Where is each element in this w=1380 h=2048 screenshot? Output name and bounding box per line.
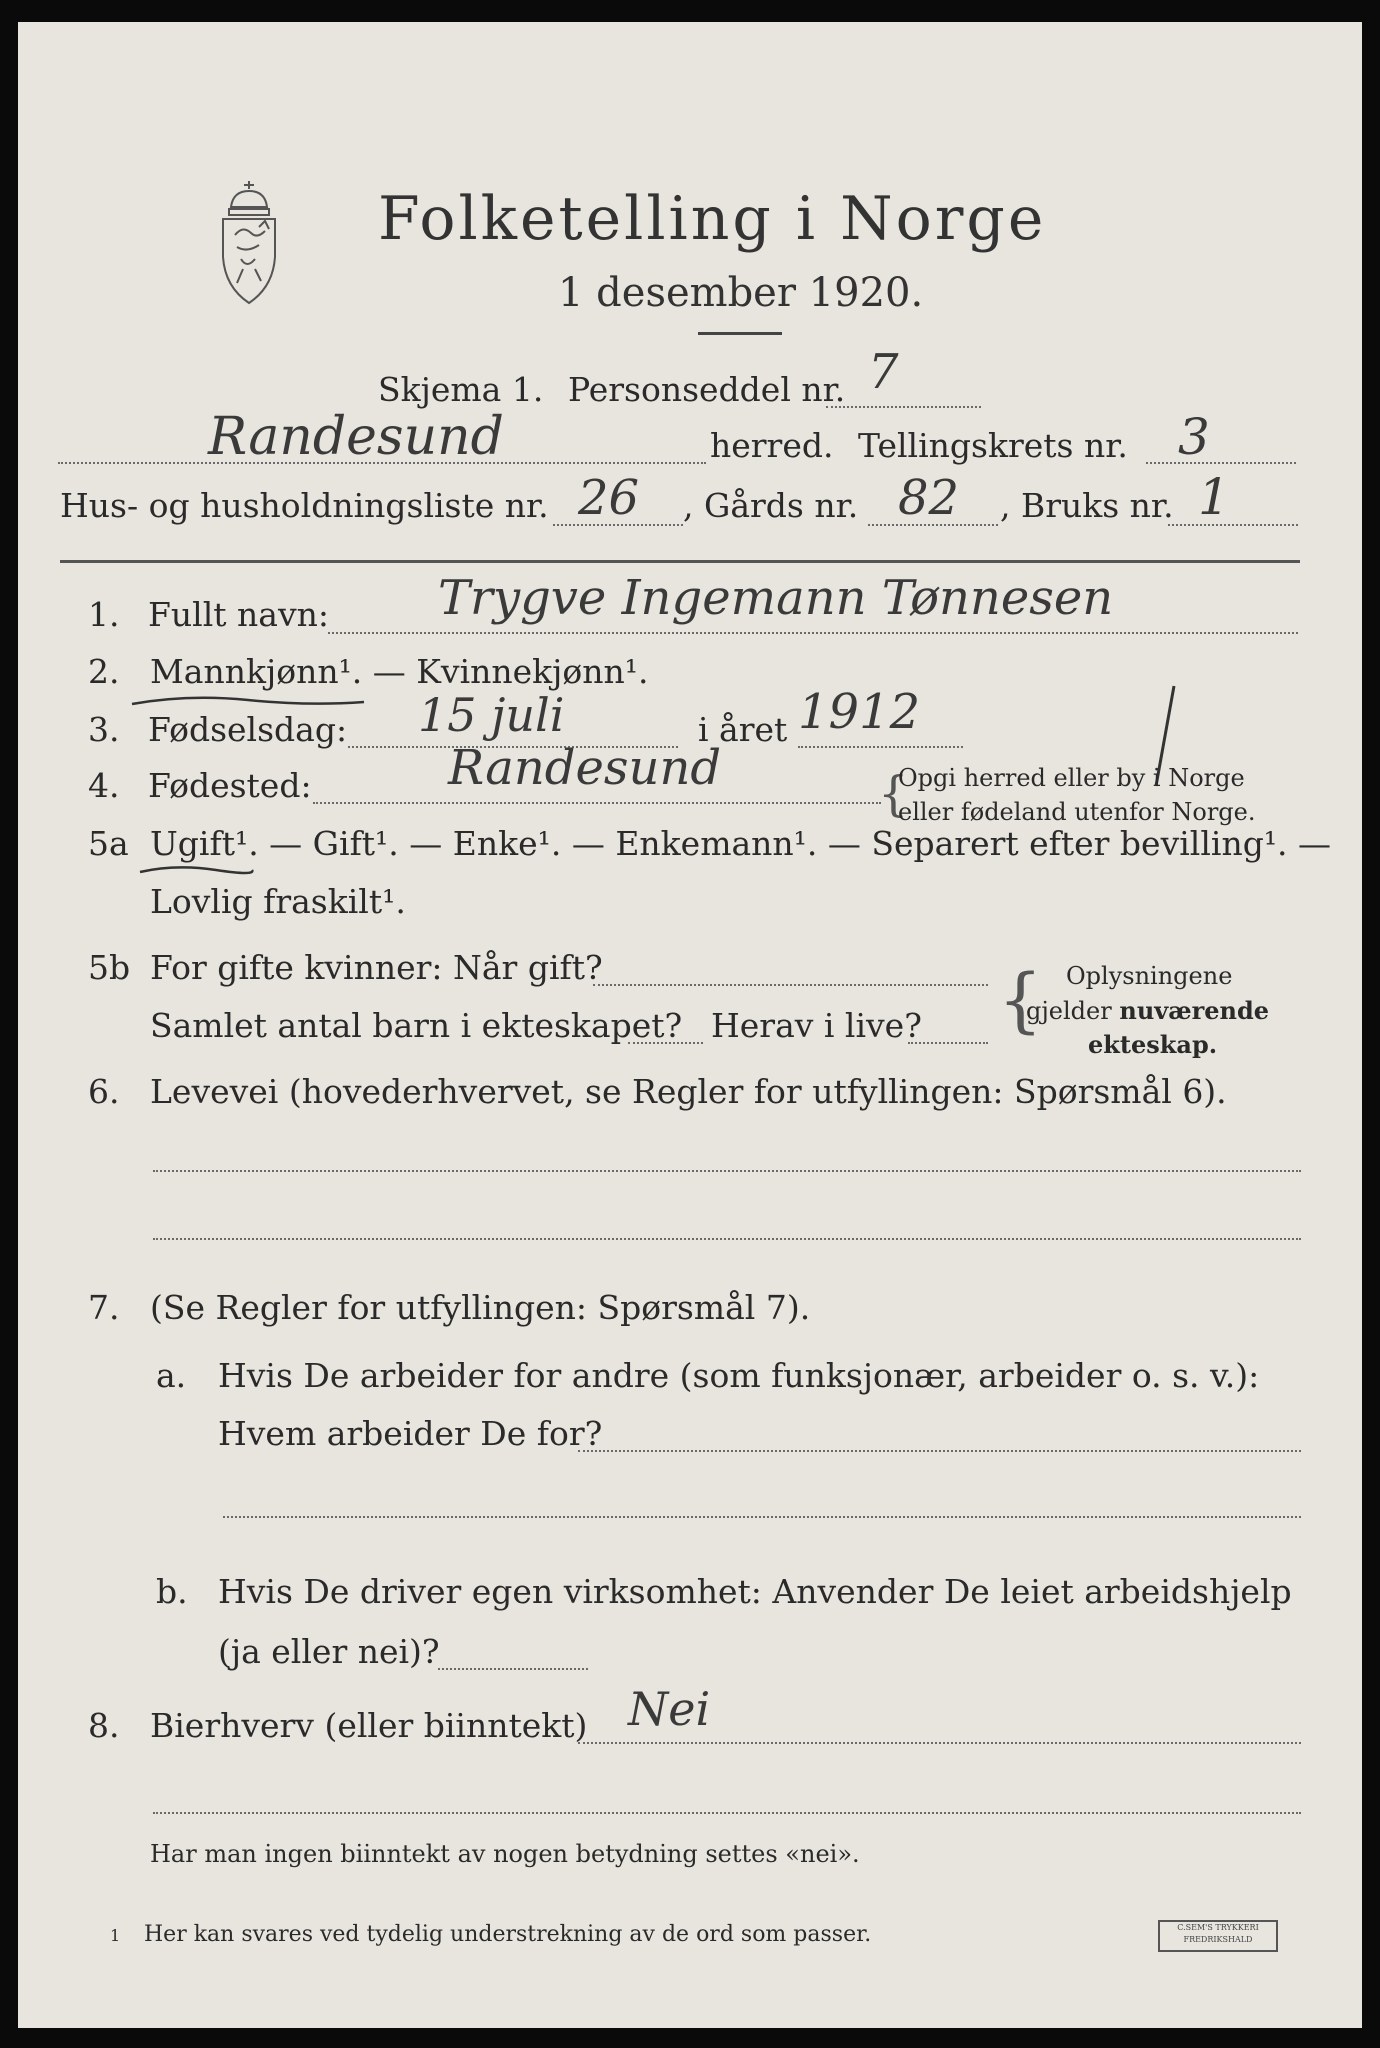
q2-number: 2. <box>88 652 120 691</box>
q4-brace: { <box>878 766 909 822</box>
q4-line <box>313 802 881 804</box>
q8-note: Har man ingen biinntekt av nogen betydning settes «nei». <box>150 1840 860 1868</box>
q7-label: (Se Regler for utfyllingen: Spørsmål 7). <box>150 1288 811 1327</box>
personseddel-line <box>826 406 981 408</box>
q6-line-1 <box>153 1170 1301 1172</box>
q5b-note-1: Oplysningene <box>1066 962 1233 990</box>
q8-number: 8. <box>88 1706 120 1745</box>
sex-separator: — <box>362 652 417 691</box>
q5b-children-line <box>628 1042 703 1044</box>
marital-status-options[interactable] <box>150 824 1331 863</box>
header-divider <box>60 560 1300 563</box>
male-label: Mannkjønn¹. <box>150 652 363 691</box>
q1-line <box>328 632 1298 634</box>
q3-year-label: i året <box>698 710 788 749</box>
q8-line <box>578 1742 1301 1744</box>
herred-label: herred. <box>710 426 834 465</box>
birth-year-value[interactable]: 1912 <box>798 684 921 740</box>
tellingskrets-line <box>1146 462 1296 464</box>
q5b-alive-label: Herav i live? <box>711 1006 922 1045</box>
q5b-brace: { <box>998 959 1043 1041</box>
q5b-note-2a: gjelder <box>1026 997 1112 1025</box>
marital-other-options: — Gift¹. — Enke¹. — Enkemann¹. — Separert efter bevilling¹. — <box>258 824 1332 863</box>
footnote-text: Her kan svares ved tydelig understrekning av de ord som passer. <box>144 1922 872 1947</box>
q5b-number: 5b <box>88 948 131 987</box>
census-form-page <box>18 22 1362 2028</box>
q5b-married-label: For gifte kvinner: Når gift? <box>150 948 603 987</box>
q5b-alive-line <box>908 1042 988 1044</box>
skjema-label: Skjema 1. <box>378 370 544 409</box>
gards-label: , Gårds nr. <box>683 486 859 525</box>
q7b-letter: b. <box>156 1572 188 1611</box>
q3-label: Fødselsdag: <box>148 710 348 749</box>
q6-label: Levevei (hovederhvervet, se Regler for utfyllingen: Spørsmål 6). <box>150 1072 1227 1111</box>
bruks-label: , Bruks nr. <box>1000 486 1174 525</box>
q5b-note-2b: nuværende <box>1119 996 1270 1025</box>
q8-line-2 <box>153 1812 1301 1814</box>
husholdningsliste-label: Hus- og husholdningsliste nr. <box>60 486 549 525</box>
female-label: Kvinnekjønn¹. <box>416 652 649 691</box>
q5b-children-label: Samlet antal barn i ekteskapet? <box>150 1006 683 1045</box>
bierhverv-value[interactable]: Nei <box>628 1682 711 1736</box>
tellingskrets-label: Tellingskrets nr. <box>858 426 1128 465</box>
footnote-number: 1 <box>110 1926 121 1945</box>
q5b-note-2 <box>1026 996 1269 1025</box>
q7a-letter: a. <box>156 1356 187 1395</box>
sex-male-option[interactable] <box>150 652 649 691</box>
printer-stamp <box>1158 1920 1278 1952</box>
census-date: 1 desember 1920. <box>558 270 924 316</box>
ugift-underline-mark <box>136 862 256 882</box>
q7b-label: Hvis De driver egen virksomhet: Anvender De leiet arbeidshjelp <box>218 1572 1292 1611</box>
printer-stamp-line2: FREDRIKSHALD <box>1183 1935 1253 1944</box>
q5b-note-3: ekteskap. <box>1088 1030 1218 1059</box>
tellingskrets-value[interactable]: 3 <box>1178 408 1210 466</box>
q3-number: 3. <box>88 710 120 749</box>
q4-note-2: eller fødeland utenfor Norge. <box>898 798 1256 826</box>
q4-number: 4. <box>88 766 120 805</box>
q6-number: 6. <box>88 1072 120 1111</box>
personseddel-value[interactable]: 7 <box>868 344 899 400</box>
birth-day-value[interactable]: 15 juli <box>418 688 565 742</box>
q7-number: 7. <box>88 1288 120 1327</box>
gards-value[interactable]: 82 <box>898 470 960 526</box>
herred-value[interactable]: Randesund <box>208 407 504 467</box>
printer-stamp-line1: C.SEM'S TRYKKERI <box>1177 1923 1259 1932</box>
title-divider <box>698 332 782 335</box>
q7a-employer-line <box>578 1450 1301 1452</box>
q1-label: Fullt navn: <box>148 595 329 634</box>
q3-year-line <box>798 746 963 748</box>
q6-line-2 <box>153 1238 1301 1240</box>
personseddel-label: Personseddel nr. <box>568 370 846 409</box>
bleed-through-ghost <box>1018 122 1025 147</box>
q7a-label: Hvis De arbeider for andre (som funksjonær, arbeider o. s. v.): <box>218 1356 1260 1395</box>
bruks-value[interactable]: 1 <box>1198 468 1230 526</box>
birthplace-value[interactable]: Randesund <box>448 740 722 796</box>
full-name-value[interactable]: Trygve Ingemann Tønnesen <box>438 570 1114 626</box>
q7a-employer-label: Hvem arbeider De for? <box>218 1414 603 1453</box>
norwegian-coat-of-arms-icon <box>213 177 285 307</box>
ugift-label: Ugift¹. <box>150 824 259 863</box>
q7b-yesno-label: (ja eller nei)? <box>218 1632 440 1671</box>
q5a-number: 5a <box>88 824 129 863</box>
q1-number: 1. <box>88 595 120 634</box>
bruks-line <box>1168 524 1298 526</box>
husholdningsliste-value[interactable]: 26 <box>578 470 640 526</box>
q7b-yesno-line <box>438 1668 588 1670</box>
q8-label: Bierhverv (eller biinntekt) <box>150 1706 588 1745</box>
q5b-when-line <box>593 984 988 986</box>
lovlig-fraskilt-label: Lovlig fraskilt¹. <box>150 882 406 921</box>
q7a-line-2 <box>223 1516 1301 1518</box>
q4-label: Fødested: <box>148 766 312 805</box>
form-title: Folketelling i Norge <box>378 184 1047 254</box>
q4-note-1: Opgi herred eller by i Norge <box>898 764 1245 792</box>
